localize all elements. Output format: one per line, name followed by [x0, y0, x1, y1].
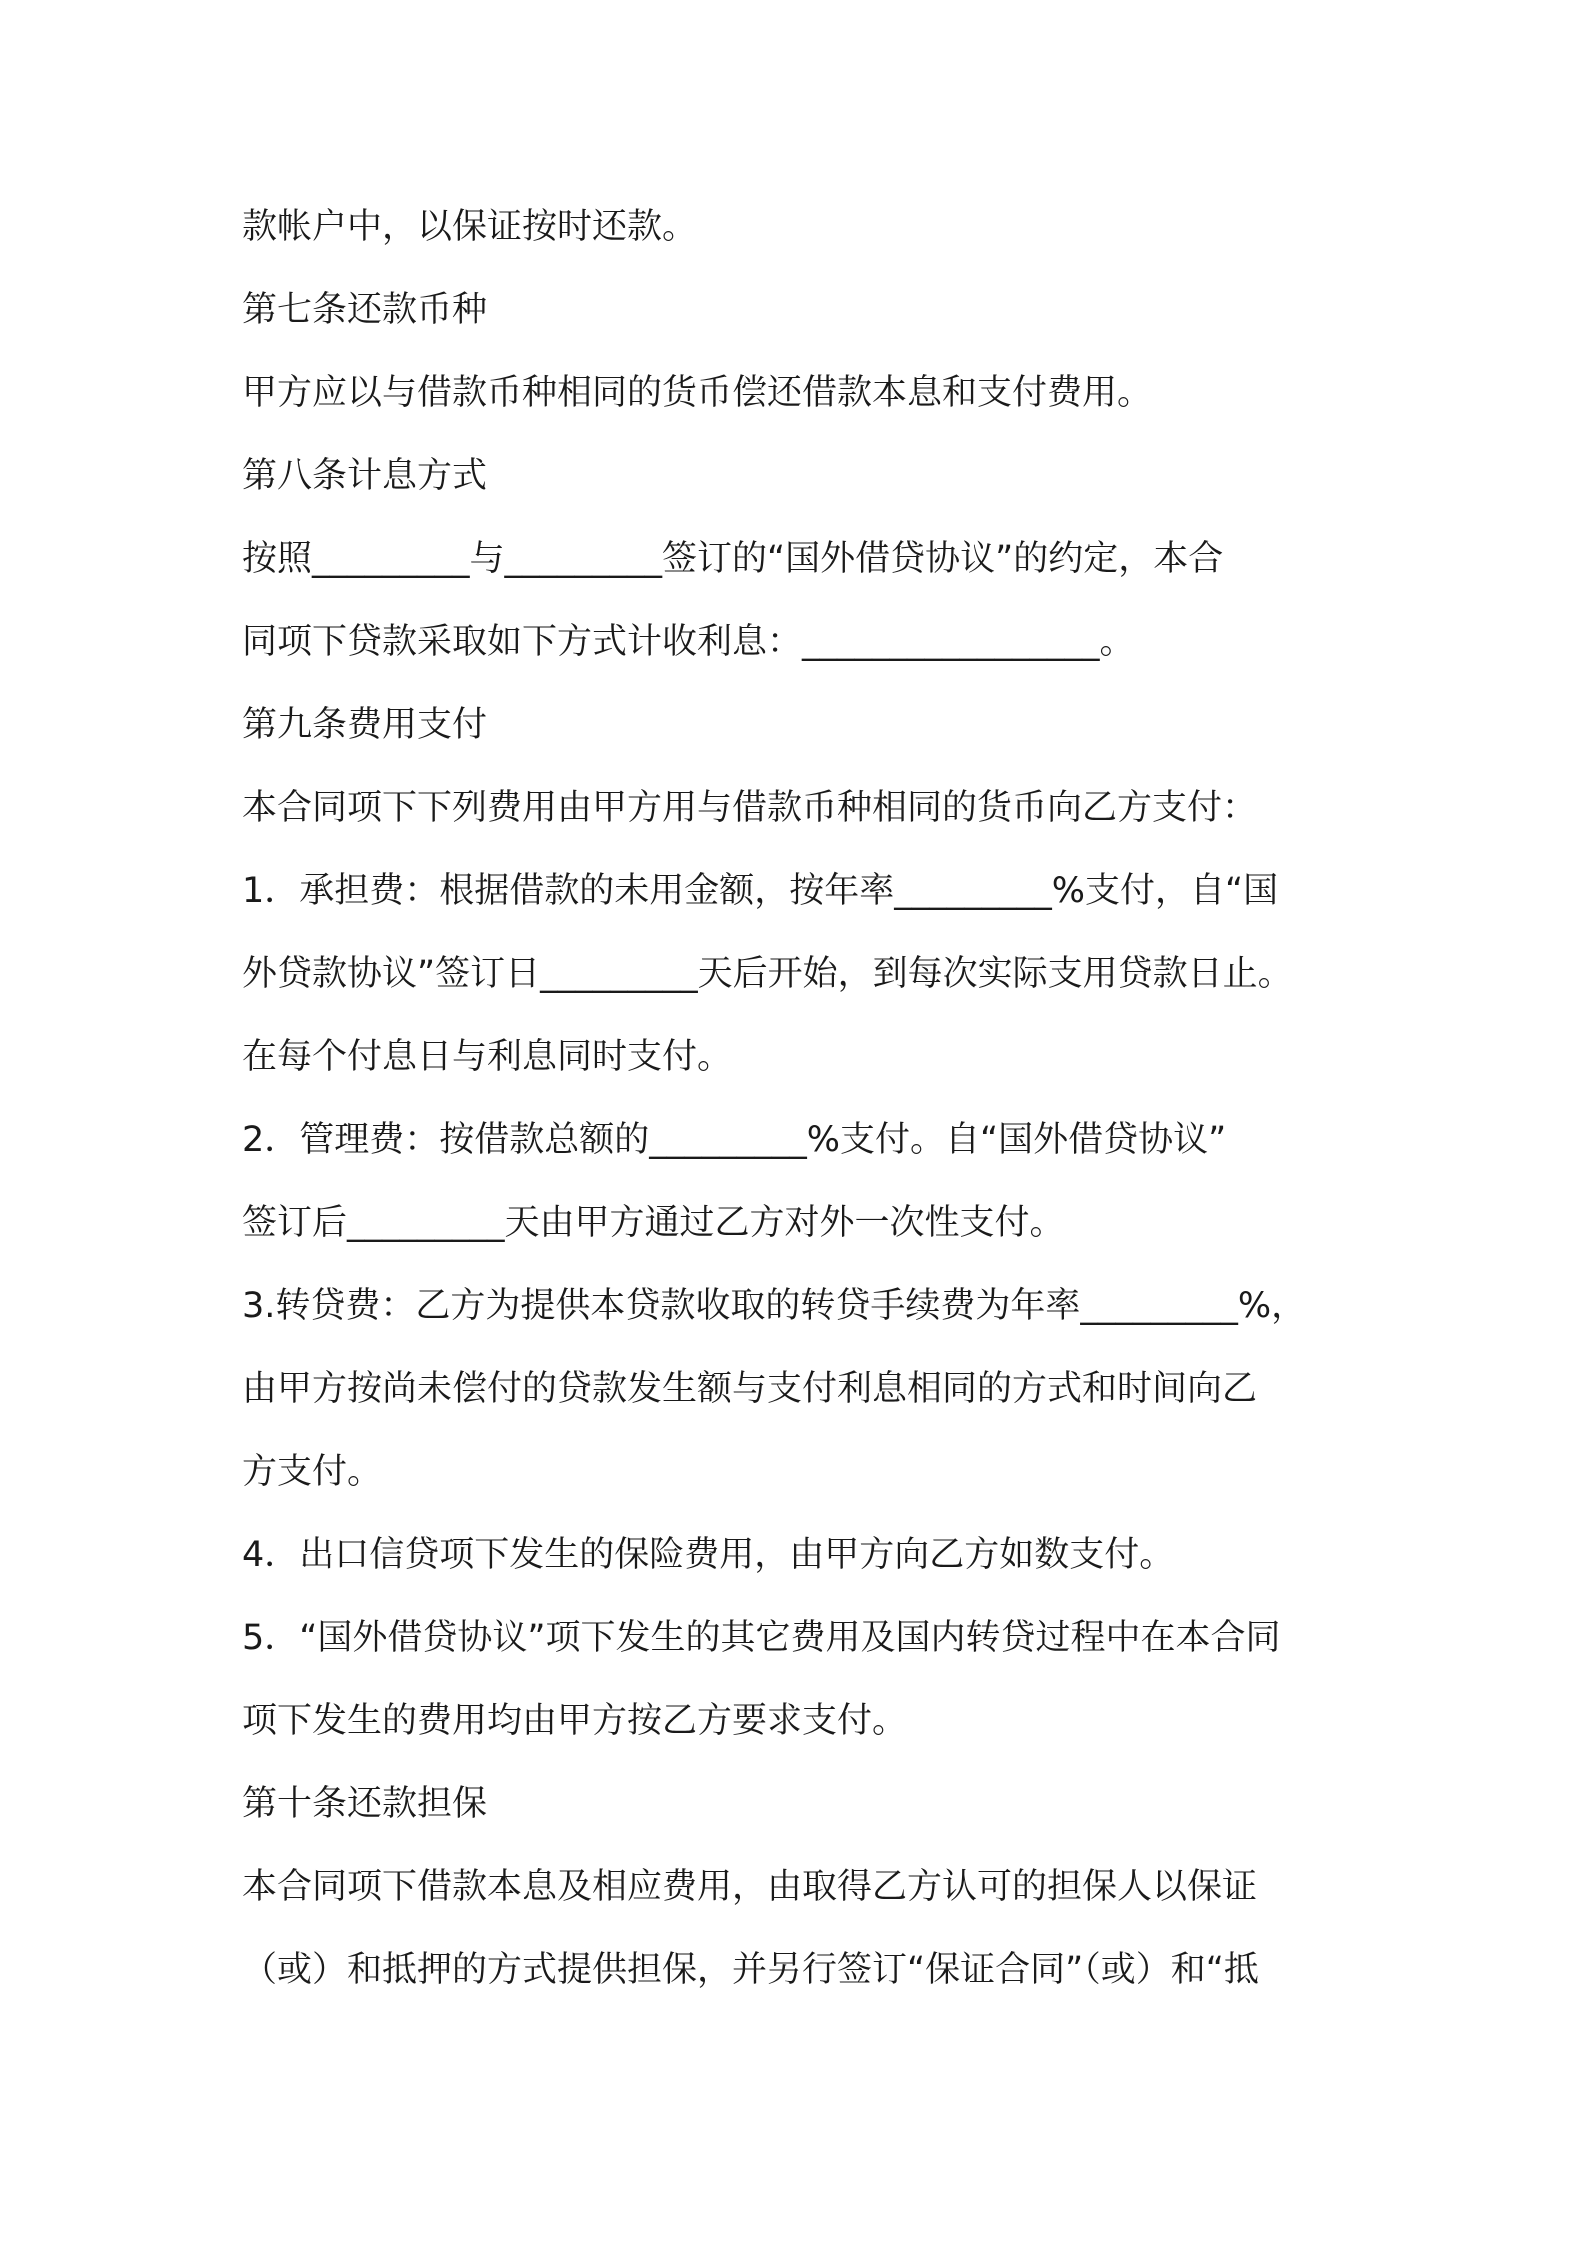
paragraph-line: （或）和抵押的方式提供担保，并另行签订“保证合同”（或）和“抵 [242, 1950, 1259, 1990]
paragraph-line: 签订后_________天由甲方通过乙方对外一次性支付。 [242, 1203, 1065, 1243]
paragraph-line: 本合同项下下列费用由甲方用与借款币种相同的货币向乙方支付： [242, 788, 1258, 828]
paragraph-line: 2．管理费：按借款总额的_________%支付。自“国外借贷协议” [242, 1120, 1227, 1160]
paragraph-line: 在每个付息日与利息同时支付。 [242, 1037, 733, 1077]
article-heading: 第七条还款币种 [242, 290, 488, 330]
paragraph-line: 由甲方按尚未偿付的贷款发生额与支付利息相同的方式和时间向乙 [242, 1369, 1258, 1409]
article-heading: 第八条计息方式 [242, 456, 488, 496]
paragraph-line: 5．“国外借贷协议”项下发生的其它费用及国内转贷过程中在本合同 [242, 1618, 1281, 1658]
paragraph-line: 外贷款协议”签订日_________天后开始，到每次实际支用贷款日止。 [242, 954, 1293, 994]
paragraph-line: 4．出口信贷项下发生的保险费用，由甲方向乙方如数支付。 [242, 1535, 1175, 1575]
article-heading: 第十条还款担保 [242, 1784, 488, 1824]
paragraph-line: 甲方应以与借款币种相同的货币偿还借款本息和支付费用。 [242, 373, 1153, 413]
paragraph-line: 项下发生的费用均由甲方按乙方要求支付。 [242, 1701, 908, 1741]
paragraph-line: 同项下贷款采取如下方式计收利息：_________________。 [242, 622, 1135, 662]
article-heading: 第九条费用支付 [242, 705, 488, 745]
paragraph-line: 本合同项下借款本息及相应费用，由取得乙方认可的担保人以保证 [242, 1867, 1258, 1907]
paragraph-line: 按照_________与_________签订的“国外借贷协议”的约定，本合 [242, 539, 1224, 579]
paragraph-line: 款帐户中，以保证按时还款。 [242, 207, 698, 247]
paragraph-line: 方支付。 [242, 1452, 383, 1492]
paragraph-line: 3.转贷费：乙方为提供本贷款收取的转贷手续费为年率_________%， [242, 1286, 1307, 1326]
paragraph-line: 1．承担费：根据借款的未用金额，按年率_________%支付，自“国 [242, 871, 1279, 911]
